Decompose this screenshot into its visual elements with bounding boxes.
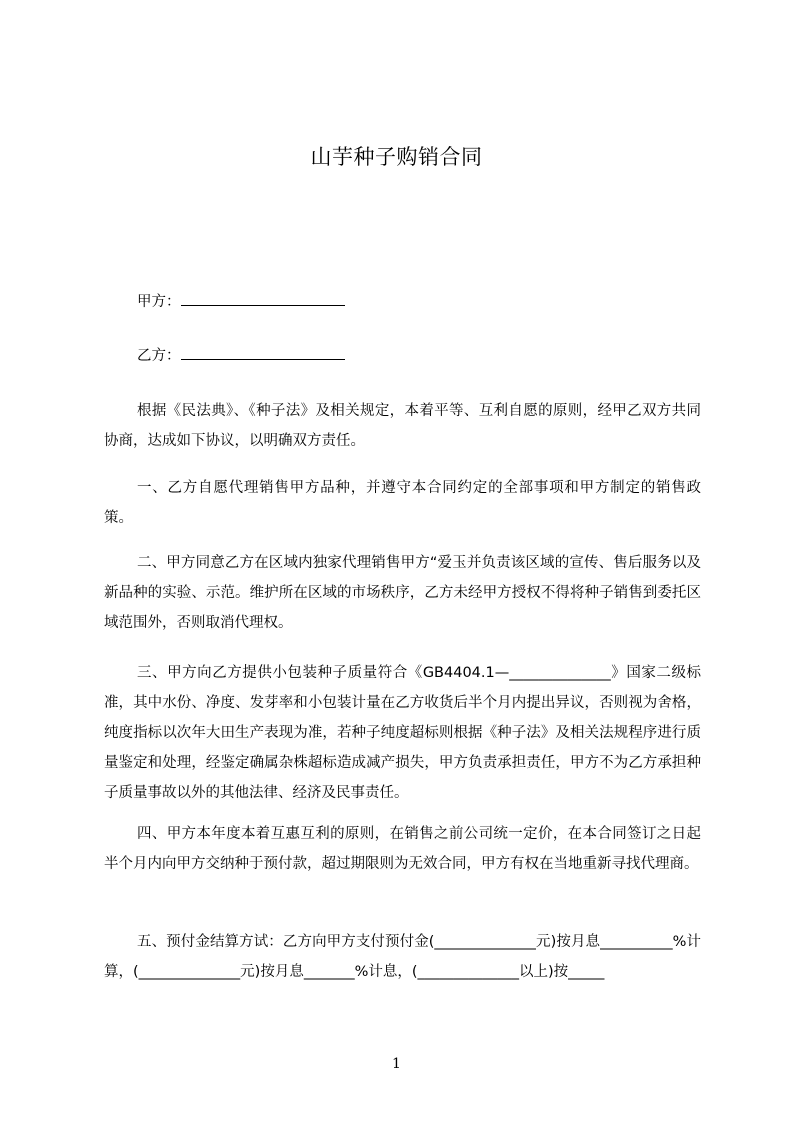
intro-text: 根据《民法典》、《种子法》及相关规定，本着平等、互利自愿的原则，经甲乙双方共同协商，达成如下协议，以明确双方责任。	[104, 403, 701, 449]
clause-1-text: 一、乙方自愿代理销售甲方品种，并遵守本合同约定的全部事项和甲方制定的销售政策。	[104, 480, 701, 526]
party-b-blank	[181, 345, 345, 360]
clause-5-text: 五、预付金结算方试：乙方向甲方支付预付金(______________元)按月息__________%计算，(______________元)按月息_______%计息，(______________以上)按_____	[104, 934, 701, 980]
page-number: 1	[392, 1056, 401, 1072]
document-title: 山芋种子购销合同	[310, 145, 483, 169]
party-a-line	[137, 291, 345, 312]
clause-3-text: 三、甲方向乙方提供小包装种子质量符合《GB4404.1—______________》国家二级标准，其中水份、净度、发芽率和小包装计量在乙方收货后半个月内提出异议，否则视为舍格，纯度指标以次年大田生产表现为准，若种子纯度超标则根据《种子法》及相关法规程序进行质量鉴定和处理，经鉴定确属杂株超标造成减产损失，甲方负责承担责任，甲方不为乙方承担种子质量事故以外的其他法律、经济及民事责任。	[104, 665, 701, 801]
party-b-line	[137, 345, 345, 366]
clause-2-text: 二、甲方同意乙方在区域内独家代理销售甲方“爱玉并负责该区域的宣传、售后服务以及新品种的实验、示范。维护所在区域的市场秩序，乙方未经甲方授权不得将种子销售到委托区域范围外，否则取消代理权。	[104, 555, 701, 631]
intro-paragraph	[104, 396, 701, 456]
party-a-label: 甲方：	[137, 294, 181, 310]
clause-1	[104, 473, 701, 533]
clause-3	[104, 658, 701, 808]
party-a-blank	[181, 291, 345, 306]
party-b-label: 乙方：	[137, 348, 181, 364]
clause-4	[104, 819, 701, 879]
clause-2	[104, 548, 701, 638]
clause-4-text: 四、甲方本年度本着互惠互利的原则，在销售之前公司统一定价，在本合同签订之日起半个月内向甲方交纳种于预付款，超过期限则为无效合同，甲方有权在当地重新寻找代理商。	[104, 826, 701, 872]
clause-5	[104, 927, 701, 987]
